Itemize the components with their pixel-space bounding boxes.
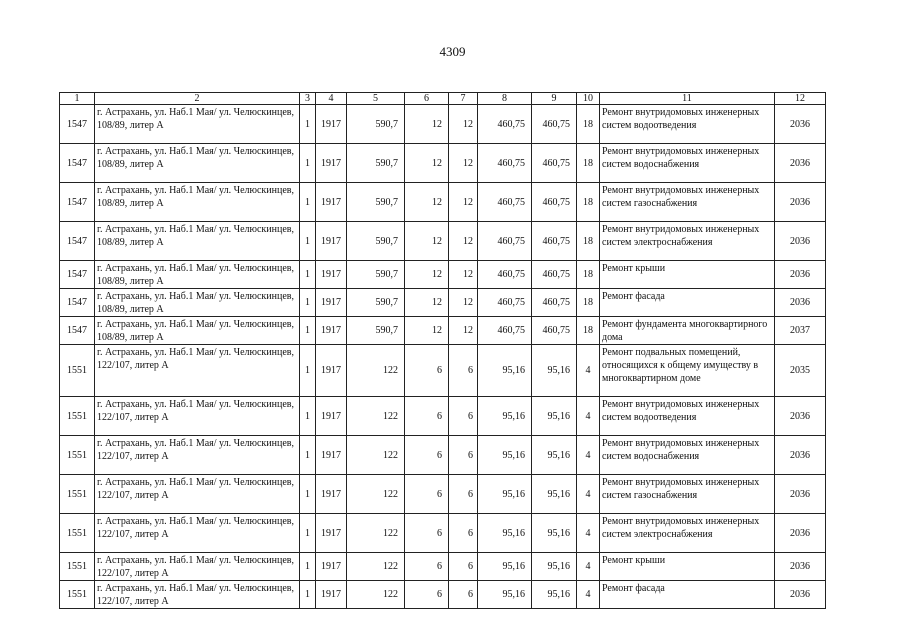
value-cell: 460,75 xyxy=(532,183,577,222)
year-cell: 1917 xyxy=(316,317,347,345)
value-cell: 1 xyxy=(300,436,316,475)
table-row xyxy=(60,436,826,475)
planned-year-cell: 2035 xyxy=(775,345,826,397)
value-cell: 460,75 xyxy=(532,105,577,144)
value-cell: 12 xyxy=(405,289,449,317)
building-id-cell: 1547 xyxy=(60,144,95,183)
building-id-cell: 1547 xyxy=(60,261,95,289)
value-cell: 122 xyxy=(347,475,405,514)
planned-year-cell: 2036 xyxy=(775,553,826,581)
value-cell: 12 xyxy=(405,144,449,183)
planned-year-cell: 2036 xyxy=(775,436,826,475)
value-cell: 6 xyxy=(449,514,478,553)
value-cell: 122 xyxy=(347,436,405,475)
year-cell: 1917 xyxy=(316,183,347,222)
planned-year-cell: 2036 xyxy=(775,261,826,289)
value-cell: 4 xyxy=(577,475,600,514)
value-cell: 95,16 xyxy=(478,345,532,397)
repair-work-cell: Ремонт внутридомовых инженерных систем водоотведения xyxy=(600,397,775,436)
repair-work-cell: Ремонт фундамента многоквартирного дома xyxy=(600,317,775,345)
building-id-cell: 1551 xyxy=(60,581,95,609)
value-cell: 95,16 xyxy=(478,553,532,581)
table-row xyxy=(60,144,826,183)
value-cell: 12 xyxy=(449,261,478,289)
value-cell: 1 xyxy=(300,345,316,397)
building-id-cell: 1547 xyxy=(60,317,95,345)
value-cell: 1 xyxy=(300,397,316,436)
year-cell: 1917 xyxy=(316,261,347,289)
value-cell: 95,16 xyxy=(532,397,577,436)
value-cell: 122 xyxy=(347,345,405,397)
column-header: 10 xyxy=(577,93,600,105)
value-cell: 460,75 xyxy=(478,144,532,183)
value-cell: 122 xyxy=(347,581,405,609)
year-cell: 1917 xyxy=(316,581,347,609)
repair-registry-table xyxy=(59,92,826,609)
value-cell: 18 xyxy=(577,222,600,261)
building-id-cell: 1551 xyxy=(60,436,95,475)
column-header: 2 xyxy=(95,93,300,105)
table-row xyxy=(60,397,826,436)
value-cell: 590,7 xyxy=(347,261,405,289)
value-cell: 6 xyxy=(449,581,478,609)
value-cell: 1 xyxy=(300,581,316,609)
value-cell: 460,75 xyxy=(532,317,577,345)
value-cell: 4 xyxy=(577,397,600,436)
table-row xyxy=(60,514,826,553)
value-cell: 4 xyxy=(577,514,600,553)
value-cell: 122 xyxy=(347,514,405,553)
table-row xyxy=(60,261,826,289)
planned-year-cell: 2036 xyxy=(775,144,826,183)
value-cell: 590,7 xyxy=(347,105,405,144)
building-id-cell: 1551 xyxy=(60,475,95,514)
address-cell: г. Астрахань, ул. Наб.1 Мая/ ул. Челюскинцев, 108/89, литер А xyxy=(95,183,300,222)
repair-work-cell: Ремонт крыши xyxy=(600,553,775,581)
value-cell: 122 xyxy=(347,553,405,581)
value-cell: 1 xyxy=(300,183,316,222)
table-row xyxy=(60,475,826,514)
value-cell: 6 xyxy=(405,553,449,581)
planned-year-cell: 2036 xyxy=(775,289,826,317)
value-cell: 12 xyxy=(405,183,449,222)
value-cell: 590,7 xyxy=(347,144,405,183)
value-cell: 1 xyxy=(300,317,316,345)
value-cell: 12 xyxy=(449,317,478,345)
value-cell: 590,7 xyxy=(347,289,405,317)
value-cell: 460,75 xyxy=(532,144,577,183)
value-cell: 12 xyxy=(405,222,449,261)
building-id-cell: 1547 xyxy=(60,105,95,144)
table-row xyxy=(60,183,826,222)
column-header: 9 xyxy=(532,93,577,105)
year-cell: 1917 xyxy=(316,105,347,144)
year-cell: 1917 xyxy=(316,397,347,436)
value-cell: 18 xyxy=(577,183,600,222)
table-row xyxy=(60,222,826,261)
value-cell: 460,75 xyxy=(478,289,532,317)
value-cell: 460,75 xyxy=(478,261,532,289)
repair-work-cell: Ремонт внутридомовых инженерных систем водоснабжения xyxy=(600,144,775,183)
address-cell: г. Астрахань, ул. Наб.1 Мая/ ул. Челюскинцев, 122/107, литер А xyxy=(95,397,300,436)
value-cell: 1 xyxy=(300,222,316,261)
column-header: 4 xyxy=(316,93,347,105)
value-cell: 12 xyxy=(449,105,478,144)
value-cell: 6 xyxy=(449,345,478,397)
value-cell: 95,16 xyxy=(532,436,577,475)
value-cell: 4 xyxy=(577,553,600,581)
value-cell: 1 xyxy=(300,553,316,581)
table-row xyxy=(60,581,826,609)
value-cell: 95,16 xyxy=(532,514,577,553)
address-cell: г. Астрахань, ул. Наб.1 Мая/ ул. Челюскинцев, 122/107, литер А xyxy=(95,345,300,397)
value-cell: 12 xyxy=(449,222,478,261)
repair-work-cell: Ремонт внутридомовых инженерных систем электроснабжения xyxy=(600,222,775,261)
value-cell: 6 xyxy=(449,475,478,514)
building-id-cell: 1551 xyxy=(60,553,95,581)
value-cell: 6 xyxy=(405,514,449,553)
address-cell: г. Астрахань, ул. Наб.1 Мая/ ул. Челюскинцев, 108/89, литер А xyxy=(95,222,300,261)
value-cell: 6 xyxy=(405,436,449,475)
value-cell: 12 xyxy=(449,289,478,317)
value-cell: 95,16 xyxy=(532,581,577,609)
value-cell: 460,75 xyxy=(478,183,532,222)
address-cell: г. Астрахань, ул. Наб.1 Мая/ ул. Челюскинцев, 108/89, литер А xyxy=(95,261,300,289)
value-cell: 6 xyxy=(405,397,449,436)
table-row xyxy=(60,553,826,581)
value-cell: 1 xyxy=(300,144,316,183)
repair-work-cell: Ремонт внутридомовых инженерных систем электроснабжения xyxy=(600,514,775,553)
year-cell: 1917 xyxy=(316,345,347,397)
value-cell: 6 xyxy=(405,581,449,609)
value-cell: 12 xyxy=(449,144,478,183)
planned-year-cell: 2036 xyxy=(775,581,826,609)
value-cell: 460,75 xyxy=(532,261,577,289)
value-cell: 18 xyxy=(577,144,600,183)
repair-work-cell: Ремонт подвальных помещений, относящихся к общему имуществу в многоквартирном доме xyxy=(600,345,775,397)
column-header: 8 xyxy=(478,93,532,105)
value-cell: 95,16 xyxy=(532,475,577,514)
planned-year-cell: 2036 xyxy=(775,222,826,261)
table-row xyxy=(60,317,826,345)
planned-year-cell: 2037 xyxy=(775,317,826,345)
value-cell: 6 xyxy=(405,345,449,397)
value-cell: 122 xyxy=(347,397,405,436)
column-header: 12 xyxy=(775,93,826,105)
repair-work-cell: Ремонт внутридомовых инженерных систем газоснабжения xyxy=(600,183,775,222)
value-cell: 12 xyxy=(405,105,449,144)
value-cell: 18 xyxy=(577,105,600,144)
value-cell: 1 xyxy=(300,289,316,317)
value-cell: 4 xyxy=(577,581,600,609)
year-cell: 1917 xyxy=(316,475,347,514)
repair-work-cell: Ремонт фасада xyxy=(600,581,775,609)
address-cell: г. Астрахань, ул. Наб.1 Мая/ ул. Челюскинцев, 122/107, литер А xyxy=(95,553,300,581)
column-header: 3 xyxy=(300,93,316,105)
building-id-cell: 1551 xyxy=(60,397,95,436)
planned-year-cell: 2036 xyxy=(775,183,826,222)
value-cell: 460,75 xyxy=(478,317,532,345)
value-cell: 1 xyxy=(300,514,316,553)
value-cell: 6 xyxy=(449,397,478,436)
value-cell: 18 xyxy=(577,317,600,345)
value-cell: 460,75 xyxy=(478,105,532,144)
repair-work-cell: Ремонт внутридомовых инженерных систем водоснабжения xyxy=(600,436,775,475)
repair-work-cell: Ремонт фасада xyxy=(600,289,775,317)
year-cell: 1917 xyxy=(316,289,347,317)
table-row xyxy=(60,345,826,397)
repair-work-cell: Ремонт крыши xyxy=(600,261,775,289)
column-header: 6 xyxy=(405,93,449,105)
column-header: 1 xyxy=(60,93,95,105)
planned-year-cell: 2036 xyxy=(775,105,826,144)
building-id-cell: 1547 xyxy=(60,222,95,261)
year-cell: 1917 xyxy=(316,222,347,261)
address-cell: г. Астрахань, ул. Наб.1 Мая/ ул. Челюскинцев, 108/89, литер А xyxy=(95,289,300,317)
value-cell: 95,16 xyxy=(478,436,532,475)
address-cell: г. Астрахань, ул. Наб.1 Мая/ ул. Челюскинцев, 108/89, литер А xyxy=(95,317,300,345)
table-row xyxy=(60,289,826,317)
value-cell: 460,75 xyxy=(532,289,577,317)
column-header: 5 xyxy=(347,93,405,105)
building-id-cell: 1551 xyxy=(60,345,95,397)
planned-year-cell: 2036 xyxy=(775,397,826,436)
value-cell: 12 xyxy=(449,183,478,222)
value-cell: 460,75 xyxy=(532,222,577,261)
value-cell: 1 xyxy=(300,261,316,289)
value-cell: 6 xyxy=(449,436,478,475)
column-header: 11 xyxy=(600,93,775,105)
value-cell: 6 xyxy=(405,475,449,514)
value-cell: 18 xyxy=(577,261,600,289)
value-cell: 590,7 xyxy=(347,222,405,261)
address-cell: г. Астрахань, ул. Наб.1 Мая/ ул. Челюскинцев, 108/89, литер А xyxy=(95,144,300,183)
value-cell: 4 xyxy=(577,436,600,475)
value-cell: 590,7 xyxy=(347,317,405,345)
address-cell: г. Астрахань, ул. Наб.1 Мая/ ул. Челюскинцев, 122/107, литер А xyxy=(95,514,300,553)
value-cell: 95,16 xyxy=(532,345,577,397)
address-cell: г. Астрахань, ул. Наб.1 Мая/ ул. Челюскинцев, 122/107, литер А xyxy=(95,581,300,609)
column-header: 7 xyxy=(449,93,478,105)
value-cell: 95,16 xyxy=(478,581,532,609)
year-cell: 1917 xyxy=(316,514,347,553)
repair-work-cell: Ремонт внутридомовых инженерных систем водоотведения xyxy=(600,105,775,144)
value-cell: 12 xyxy=(405,317,449,345)
value-cell: 460,75 xyxy=(478,222,532,261)
value-cell: 95,16 xyxy=(478,514,532,553)
table-row xyxy=(60,105,826,144)
value-cell: 1 xyxy=(300,105,316,144)
planned-year-cell: 2036 xyxy=(775,475,826,514)
year-cell: 1917 xyxy=(316,436,347,475)
column-number-row xyxy=(60,93,826,105)
building-id-cell: 1547 xyxy=(60,183,95,222)
planned-year-cell: 2036 xyxy=(775,514,826,553)
address-cell: г. Астрахань, ул. Наб.1 Мая/ ул. Челюскинцев, 122/107, литер А xyxy=(95,436,300,475)
value-cell: 18 xyxy=(577,289,600,317)
value-cell: 6 xyxy=(449,553,478,581)
building-id-cell: 1547 xyxy=(60,289,95,317)
value-cell: 12 xyxy=(405,261,449,289)
value-cell: 95,16 xyxy=(478,475,532,514)
table-body xyxy=(60,93,826,609)
building-id-cell: 1551 xyxy=(60,514,95,553)
page-number: 4309 xyxy=(439,44,466,59)
value-cell: 4 xyxy=(577,345,600,397)
value-cell: 590,7 xyxy=(347,183,405,222)
value-cell: 95,16 xyxy=(532,553,577,581)
value-cell: 1 xyxy=(300,475,316,514)
year-cell: 1917 xyxy=(316,553,347,581)
year-cell: 1917 xyxy=(316,144,347,183)
address-cell: г. Астрахань, ул. Наб.1 Мая/ ул. Челюскинцев, 122/107, литер А xyxy=(95,475,300,514)
repair-work-cell: Ремонт внутридомовых инженерных систем газоснабжения xyxy=(600,475,775,514)
value-cell: 95,16 xyxy=(478,397,532,436)
address-cell: г. Астрахань, ул. Наб.1 Мая/ ул. Челюскинцев, 108/89, литер А xyxy=(95,105,300,144)
